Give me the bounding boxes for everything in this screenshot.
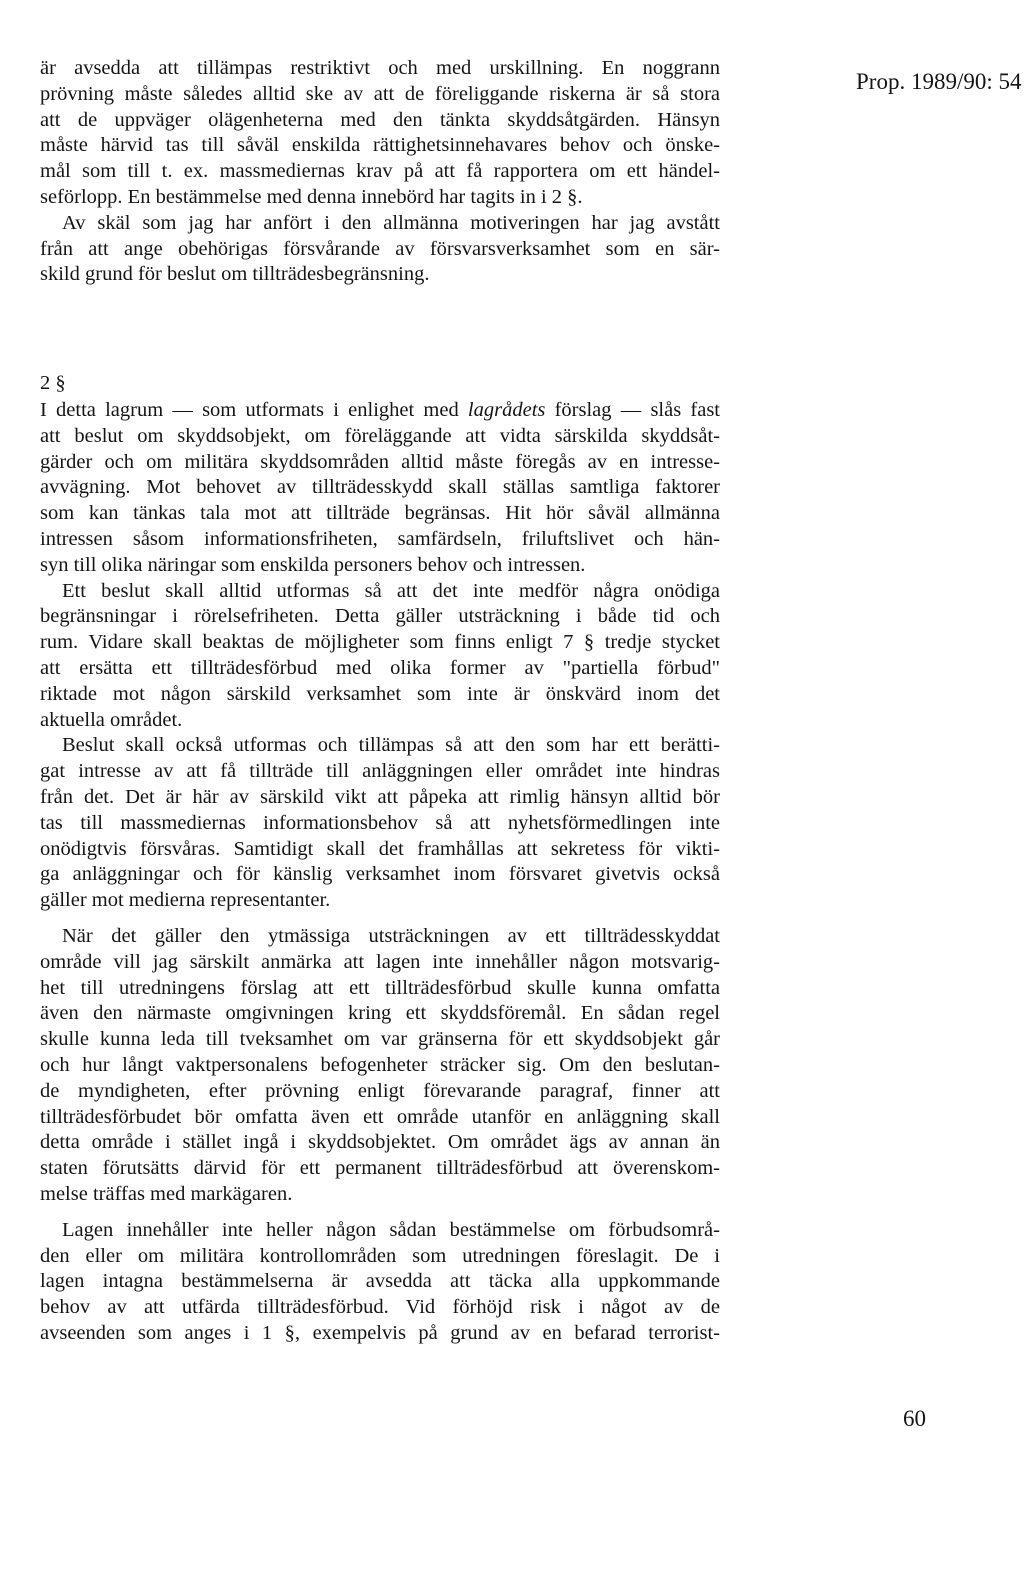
text-line: är avsedda att tillämpas restriktivt och med urskillning. En noggrann <box>40 57 720 79</box>
text-line: Lagen innehåller inte heller någon sådan bestämmelse om förbudsområ- <box>62 1218 720 1241</box>
text-line: avvägning. Mot behovet av tillträdesskydd skall ställas samtliga faktorer <box>40 476 720 499</box>
text-line: skulle kunna leda till tveksamhet om var gränserna för ett skyddsobjekt går <box>40 1028 720 1051</box>
text-line: från det. Det är här av särskild vikt att påpeka att rimlig hänsyn alltid bör <box>40 785 720 808</box>
text-line: onödigtvis försvåras. Samtidigt skall det framhållas att sekretess för vikti- <box>40 837 720 860</box>
text-line: avseenden som anges i 1 §, exempelvis på grund av en befarad terrorist- <box>40 1321 720 1344</box>
text-line: den eller om militära kontrollområden som utredningen föreslagit. De i <box>40 1244 720 1267</box>
text-line: från att ange obehörigas försvårande av försvarsverksamhet som en sär- <box>40 237 720 260</box>
text-line: syn till olika näringar som enskilda personers behov och intressen. <box>40 553 586 576</box>
text-line: och hur långt vaktpersonalens befogenheter sträcker sig. Om den beslutan- <box>40 1053 720 1076</box>
section-heading: 2 § <box>40 372 66 394</box>
text-line: het till utredningens förslag att ett tillträdesförbud skulle kunna omfatta <box>40 976 720 999</box>
text-line: Ett beslut skall alltid utformas så att det inte medför några onödiga <box>62 579 720 602</box>
paragraph-gap <box>40 1208 720 1218</box>
text-line: Beslut skall också utformas och tillämpas så att den som har ett berätti- <box>62 734 720 757</box>
text-line: tas till massmediernas informationsbehov så att nyhetsförmedlingen inte <box>40 811 720 834</box>
text-line: behov av att utfärda tillträdesförbud. Vid förhöjd risk i något av de <box>40 1296 720 1319</box>
text-line: lagen intagna bestämmelserna är avsedda att täcka alla uppkommande <box>40 1270 720 1293</box>
text-line: att de uppväger olägenheterna med den tänkta skyddsåtgärden. Hänsyn <box>40 108 720 131</box>
text-line: att beslut om skyddsobjekt, om föreläggande att vidta särskilda skyddsåt- <box>40 424 720 447</box>
paragraph-gap <box>40 914 720 924</box>
text-segment: I detta lagrum — som utformats i enlighet med <box>40 399 468 421</box>
text-line: gat intresse av att få tillträde till anläggningen eller området inte hindras <box>40 760 720 783</box>
text-line: Av skäl som jag har anfört i den allmänna motiveringen har jag avstått <box>62 211 720 234</box>
text-line: även den närmaste omgivningen kring ett skyddsföremål. En sådan regel <box>40 1002 720 1025</box>
text-line: detta område i stället ingå i skyddsobjektet. Om området ägs av annan än <box>40 1131 720 1154</box>
text-line: ga anläggningar och för känslig verksamhet inom försvaret givetvis också <box>40 863 720 886</box>
italic-term: lagrådets <box>467 399 546 421</box>
text-line: seförlopp. En bestämmelse med denna innebörd har tagits in i 2 §. <box>40 185 583 208</box>
page-number: 60 <box>903 1406 926 1431</box>
text-line: område vill jag särskilt anmärka att lagen inte innehåller någon motsvarig- <box>40 950 720 973</box>
text-line: tillträdesförbudet bör omfatta även ett område utanför en anläggning skall <box>40 1105 720 1128</box>
text-line: gäller mot medierna representanter. <box>40 889 331 912</box>
text-line <box>40 398 720 424</box>
section-body <box>40 398 720 1347</box>
text-line: aktuella området. <box>40 708 183 731</box>
text-line: staten förutsätts därvid för ett permanent tillträdesförbud att överenskom- <box>40 1157 720 1180</box>
text-line: mål som till t. ex. massmediernas krav på att få rapportera om ett händel- <box>40 160 720 183</box>
text-line: begränsningar i rörelsefriheten. Detta gäller utsträckning i både tid och <box>40 605 720 628</box>
text-line: När det gäller den ytmässiga utsträckningen av ett tillträdesskyddat <box>62 924 720 947</box>
text-line: riktade mot någon särskild verksamhet som inte är önskvärd inom det <box>40 682 720 705</box>
text-line: intressen såsom informationsfriheten, samfärdseln, friluftslivet och hän- <box>40 527 720 550</box>
text-line: de myndigheten, efter prövning enligt förevarande paragraf, finner att <box>40 1079 720 1102</box>
proposition-reference: Prop. 1989/90: 54 <box>856 69 1022 94</box>
text-segment: förslag — slås fast <box>545 399 720 421</box>
text-line: melse träffas med markägaren. <box>40 1182 293 1205</box>
continued-text-block <box>40 56 720 288</box>
text-line: rum. Vidare skall beaktas de möjligheter som finns enligt 7 § tredje stycket <box>40 631 720 654</box>
text-line: gärder och om militära skyddsområden alltid måste föregås av en intresse- <box>40 450 720 473</box>
text-line: att ersätta ett tillträdesförbud med olika former av "partiella förbud" <box>40 656 720 679</box>
text-line: som kan tänkas tala mot att tillträde begränsas. Hit hör såväl allmänna <box>40 502 720 525</box>
text-line: prövning måste således alltid ske av att de föreliggande riskerna är så stora <box>40 82 720 105</box>
text-line: måste härvid tas till såväl enskilda rättighetsinnehavares behov och önske- <box>40 134 720 157</box>
text-line: skild grund för beslut om tillträdesbegränsning. <box>40 263 430 286</box>
